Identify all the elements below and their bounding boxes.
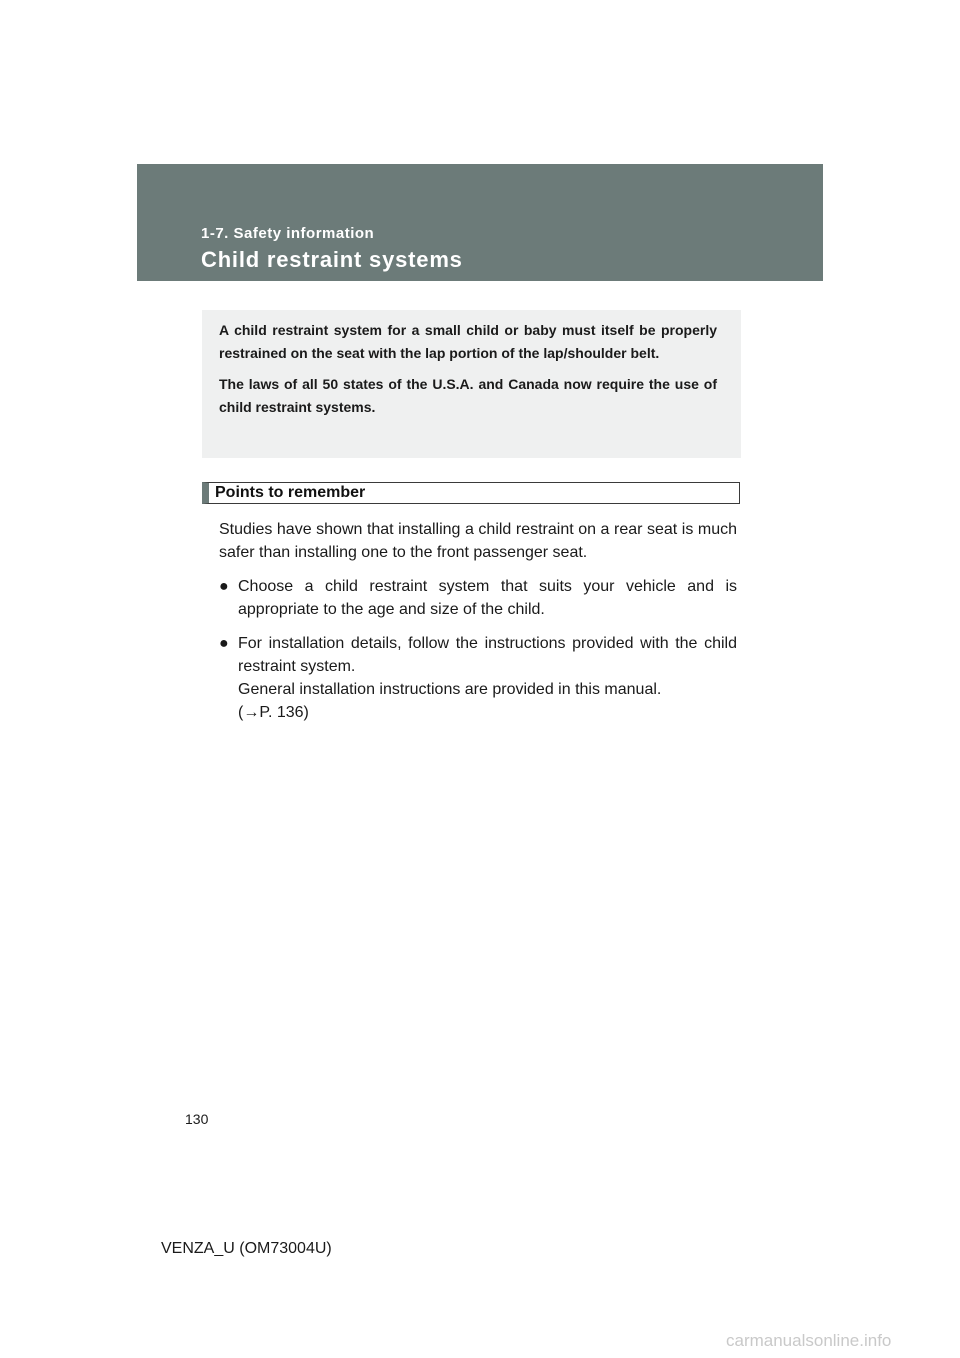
document-code: VENZA_U (OM73004U): [161, 1240, 332, 1257]
intro-box: [202, 310, 741, 458]
section-label: 1-7. Safety information: [201, 225, 375, 242]
bullet-text-continued: General installation instructions are provided in this manual.: [238, 681, 662, 698]
bullet-text: For installation details, follow the instructions provided with the child restraint system.: [238, 635, 737, 675]
points-heading-box: [202, 482, 740, 504]
page-title: Child restraint systems: [201, 247, 463, 272]
bullet-item: [219, 632, 737, 724]
bullet-text: Choose a child restraint system that suits your vehicle and is appropriate to the age and size of the child.: [238, 578, 737, 618]
bullet-icon: ●: [219, 635, 229, 652]
bullet-icon: ●: [219, 578, 229, 595]
intro-paragraph-2: The laws of all 50 states of the U.S.A. and Canada now require the use of child restraint systems.: [219, 376, 717, 415]
section-header-band: [137, 164, 823, 281]
bullet-item: [219, 575, 737, 621]
points-body: [219, 518, 737, 735]
intro-paragraph-1: A child restraint system for a small child or baby must itself be properly restrained on the seat with the lap portion of the lap/shoulder belt.: [219, 322, 717, 361]
points-lead-paragraph: Studies have shown that installing a child restraint on a rear seat is much safer than installing one to the front passenger seat.: [219, 521, 737, 561]
watermark: carmanualsonline.info: [726, 1331, 892, 1350]
points-heading: Points to remember: [215, 484, 366, 501]
page-reference-link[interactable]: (→P. 136): [238, 704, 309, 721]
page-number: 130: [185, 1111, 209, 1127]
